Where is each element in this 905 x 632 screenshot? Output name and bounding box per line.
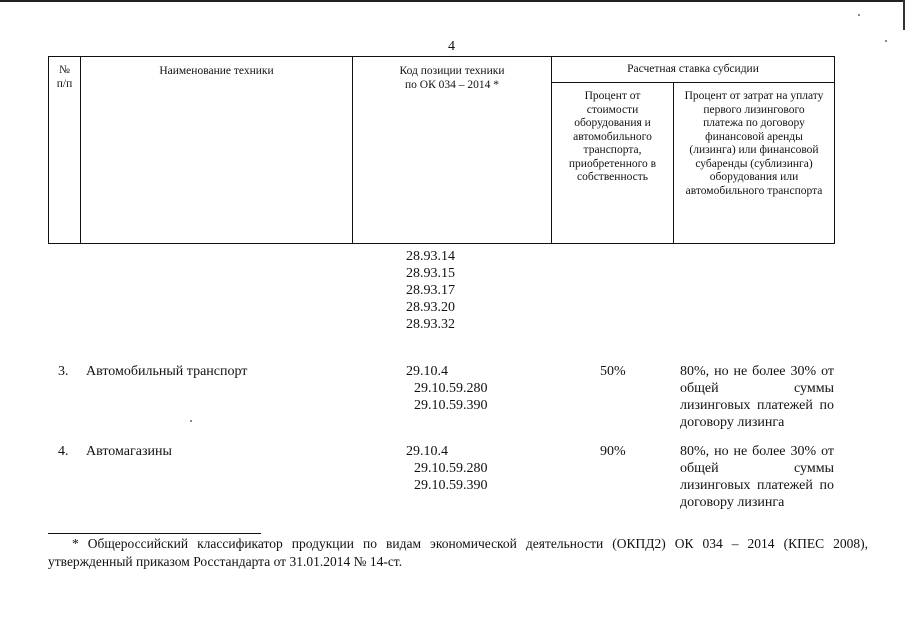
code-item: 28.93.14: [406, 249, 455, 264]
page-number: 4: [448, 39, 455, 54]
code-item: 28.93.32: [406, 317, 455, 332]
row-percent-leasing: 80%, но не более 30% от общей суммы лизинговых платежей по договору лизинга: [680, 364, 834, 430]
scan-speck: [190, 420, 192, 422]
code-item: 28.93.15: [406, 266, 455, 281]
row-num: 4.: [58, 444, 69, 459]
header-rate: Расчетная ставка субсидии: [552, 57, 835, 83]
row-num: 3.: [58, 364, 69, 379]
header-table: [48, 56, 835, 244]
row-code-list: [406, 363, 488, 414]
code-item: 28.93.20: [406, 300, 455, 315]
code-item: 28.93.17: [406, 283, 455, 298]
scan-edge-top: [0, 0, 905, 2]
header-percent-cost: Процент от стоимости оборудования и автомобильного транспорта, приобретенного в собственность: [552, 83, 674, 244]
header-num: № п/п: [49, 57, 81, 244]
footnote: * Общероссийский классификатор продукции по видам экономической деятельности (ОКПД2) ОК 034 – 2014 (КПЕС 2008), утвержденный приказом Росстандарта от 31.01.2014 № 14-ст.: [48, 536, 868, 569]
row-code-list: [406, 443, 488, 494]
code-item: 29.10.59.390: [414, 478, 488, 493]
row-percent-cost: 90%: [600, 444, 626, 459]
code-item: 29.10.59.280: [414, 461, 488, 476]
code-item: 29.10.59.390: [414, 398, 488, 413]
footnote-rule: [48, 533, 261, 534]
row-percent-cost: 50%: [600, 364, 626, 379]
scan-speck: [885, 40, 887, 42]
code-item: 29.10.4: [406, 444, 448, 459]
continued-code-list: [406, 248, 455, 333]
scan-speck: [858, 14, 860, 16]
row-name: Автомобильный транспорт: [86, 364, 248, 379]
header-percent-leasing: Процент от затрат на уплату первого лизингового платежа по договору финансовой аренды (лизинга) или финансовой субаренды (сублизинга) оборудования или автомобильного транспорта: [674, 83, 835, 244]
code-item: 29.10.4: [406, 364, 448, 379]
code-item: 29.10.59.280: [414, 381, 488, 396]
row-name: Автомагазины: [86, 444, 172, 459]
header-name: Наименование техники: [81, 57, 353, 244]
header-code: Код позиции техники по ОК 034 – 2014 *: [353, 57, 552, 244]
row-percent-leasing: 80%, но не более 30% от общей суммы лизинговых платежей по договору лизинга: [680, 444, 834, 510]
